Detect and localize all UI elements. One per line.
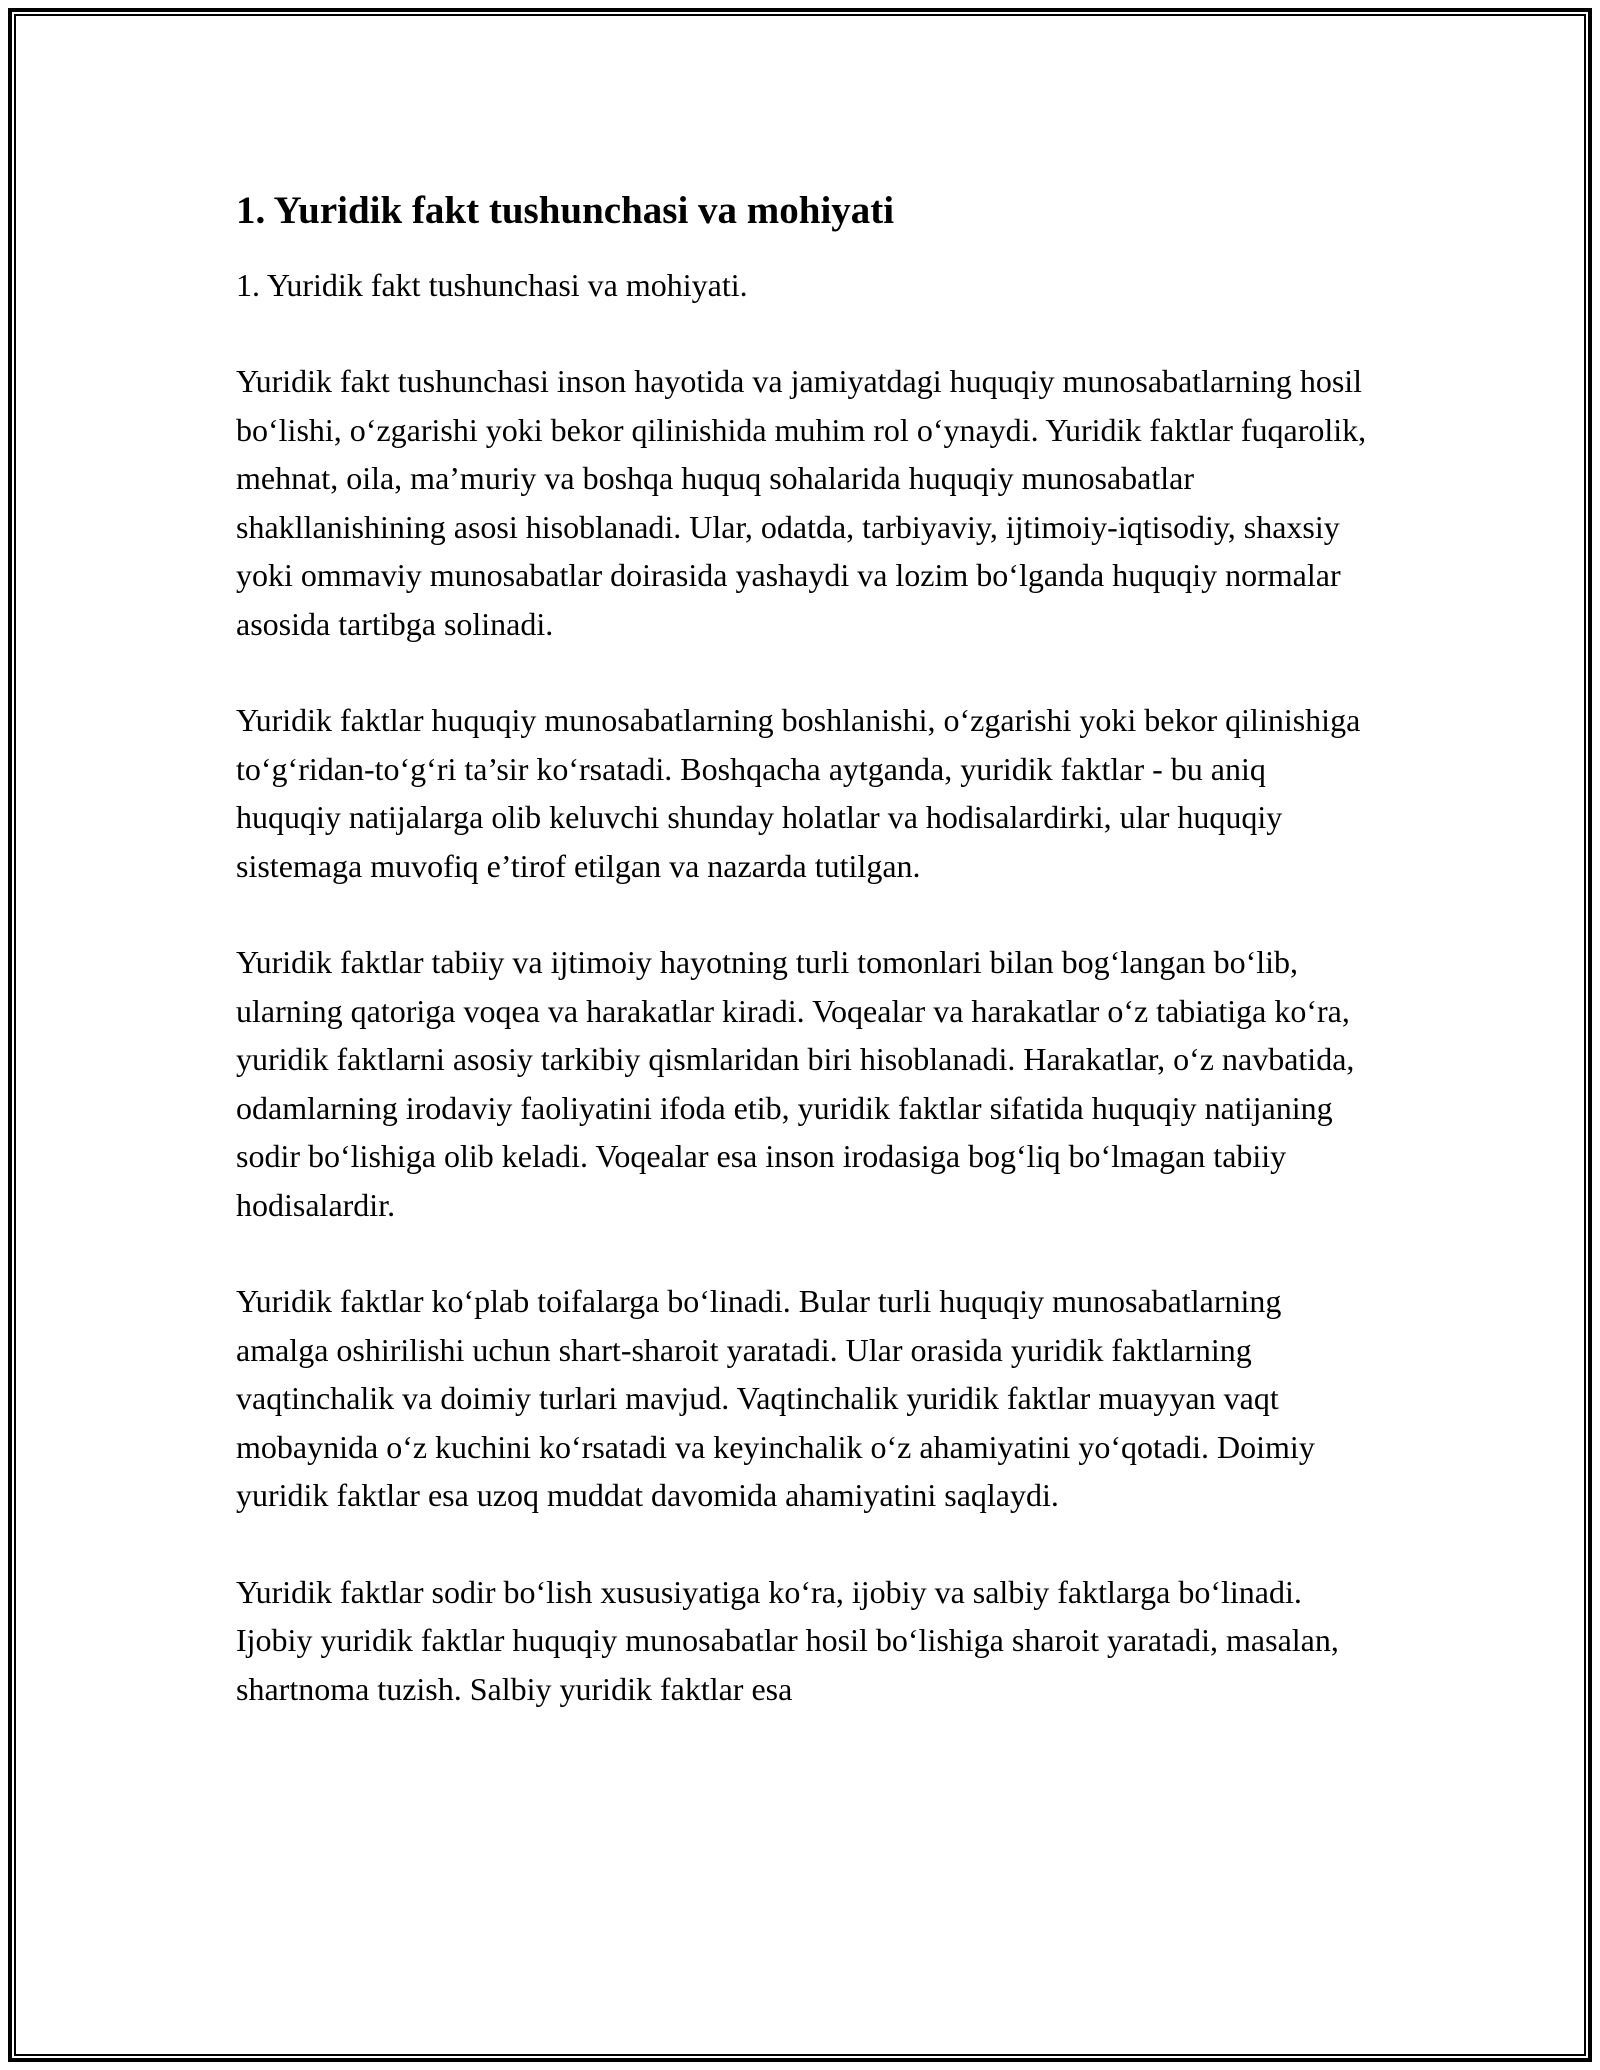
document-body — [236, 184, 1376, 1713]
paragraph-5: Yuridik faktlar sodir bo‘lish xususiyatiga ko‘ra, ijobiy va salbiy faktlarga bo‘linadi. Ijobiy yuridik faktlar huquqiy munosabatlar hosil bo‘lishiga sharoit yaratadi, masalan, shartnoma tuzish. Salbiy yuridik faktlar esa — [236, 1573, 1339, 1707]
section-heading: 1. Yuridik fakt tushunchasi va mohiyati. — [236, 267, 748, 303]
paragraph-2: Yuridik faktlar huquqiy munosabatlarning boshlanishi, o‘zgarishi yoki bekor qilinishiga to‘g‘ridan-to‘g‘ri ta’sir ko‘rsatadi. Boshqacha aytganda, yuridik faktlar - bu aniq huquqiy natijalarga olib keluvchi shunday holatlar va hodisalardirki, ular huquqiy sistemaga muvofiq e’tirof etilgan va nazarda tutilgan. — [236, 702, 1361, 884]
paragraph-3: Yuridik faktlar tabiiy va ijtimoiy hayotning turli tomonlari bilan bog‘langan bo‘lib, ularning qatoriga voqea va harakatlar kiradi. Voqealar va harakatlar o‘z tabiatiga ko‘ra, yuridik faktlarni asosiy tarkibiy qismlaridan biri hisoblanadi. Harakatlar, o‘z navbatida, odamlarning irodaviy faoliyatini ifoda etib, yuridik faktlar sifatida huquqiy natijaning sodir bo‘lishiga olib keladi. Voqealar esa inson irodasiga bog‘liq bo‘lmagan tabiiy hodisalardir. — [236, 944, 1355, 1223]
paragraph-1: Yuridik fakt tushunchasi inson hayotida va jamiyatdagi huquqiy munosabatlarning hosil bo‘lishi, o‘zgarishi yoki bekor qilinishida muhim rol o‘ynaydi. Yuridik faktlar fuqarolik, mehnat, oila, ma’muriy va boshqa huquq sohalarida huquqiy munosabatlar shakllanishining asosi hisoblanadi. Ular, odatda, tarbiyaviy, ijtimoiy-iqtisodiy, shaxsiy yoki ommaviy munosabatlar doirasida yashaydi va lozim bo‘lganda huquqiy normalar asosida tartibga solinadi. — [236, 363, 1367, 642]
document-title: 1. Yuridik fakt tushunchasi va mohiyati — [236, 189, 895, 232]
paragraph-4: Yuridik faktlar ko‘plab toifalarga bo‘linadi. Bular turli huquqiy munosabatlarning amalga oshirilishi uchun shart-sharoit yaratadi. Ular orasida yuridik faktlarning vaqtinchalik va doimiy turlari mavjud. Vaqtinchalik yuridik faktlar muayyan vaqt mobaynida o‘z kuchini ko‘rsatadi va keyinchalik o‘z ahamiyatini yo‘qotadi. Doimiy yuridik faktlar esa uzoq muddat davomida ahamiyatini saqlaydi. — [236, 1283, 1315, 1513]
